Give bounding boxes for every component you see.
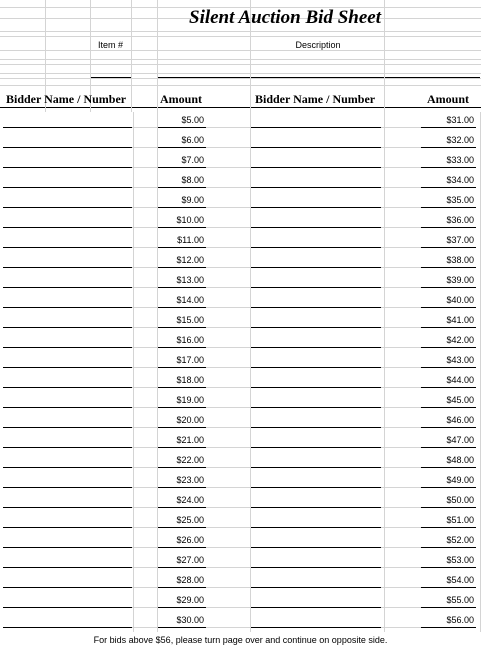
left-name-row-border: [3, 567, 132, 568]
right-amount-cell: $31.00: [446, 115, 474, 125]
gridline-row: [206, 207, 250, 208]
right-amount-cell: $46.00: [446, 415, 474, 425]
gridline-row: [132, 207, 157, 208]
right-amount-cell: $53.00: [446, 555, 474, 565]
gridline-row: [206, 167, 250, 168]
gridline-row: [132, 247, 157, 248]
gridline-row: [132, 367, 157, 368]
left-name-row-border: [3, 247, 132, 248]
left-name-row-border: [3, 587, 132, 588]
left-amount-row-border: [157, 167, 206, 168]
left-amount-cell: $8.00: [181, 175, 204, 185]
left-amount-row-border: [157, 207, 206, 208]
left-name-row-border: [3, 287, 132, 288]
left-name-row-border: [3, 167, 132, 168]
gridline-row: [381, 467, 421, 468]
right-amount-row-border: [421, 507, 476, 508]
right-amount-row-border: [421, 207, 476, 208]
right-name-row-border: [250, 127, 381, 128]
gridline-v: [250, 112, 251, 632]
gridline-row: [132, 347, 157, 348]
right-name-row-border: [250, 527, 381, 528]
gridline-row: [206, 587, 250, 588]
right-name-row-border: [250, 587, 381, 588]
left-amount-row-border: [157, 527, 206, 528]
gridline-row: [381, 267, 421, 268]
right-amount-row-border: [421, 387, 476, 388]
gridline-row: [206, 187, 250, 188]
sheet-title: Silent Auction Bid Sheet: [189, 7, 381, 28]
right-name-row-border: [250, 487, 381, 488]
gridline-row: [206, 127, 250, 128]
gridline-row: [206, 547, 250, 548]
left-amount-row-border: [157, 287, 206, 288]
gridline-row: [381, 507, 421, 508]
right-amount-cell: $55.00: [446, 595, 474, 605]
right-amount-cell: $35.00: [446, 195, 474, 205]
right-amount-row-border: [421, 287, 476, 288]
gridline-row: [132, 167, 157, 168]
gridline-row: [381, 167, 421, 168]
gridline-row: [381, 527, 421, 528]
left-amount-cell: $9.00: [181, 195, 204, 205]
gridline-row: [132, 627, 157, 628]
gridline-row: [206, 467, 250, 468]
gridline-row: [132, 407, 157, 408]
left-amount-cell: $20.00: [176, 415, 204, 425]
left-amount-row-border: [157, 487, 206, 488]
left-amount-row-border: [157, 607, 206, 608]
right-amount-cell: $38.00: [446, 255, 474, 265]
right-amount-cell: $48.00: [446, 455, 474, 465]
left-amount-cell: $30.00: [176, 615, 204, 625]
right-amount-cell: $49.00: [446, 475, 474, 485]
right-name-row-border: [250, 607, 381, 608]
right-name-row-border: [250, 447, 381, 448]
right-amount-row-border: [421, 327, 476, 328]
gridline-row: [206, 347, 250, 348]
gridline-row: [381, 427, 421, 428]
right-amount-row-border: [421, 347, 476, 348]
right-name-row-border: [250, 147, 381, 148]
left-amount-cell: $21.00: [176, 435, 204, 445]
left-amount-cell: $7.00: [181, 155, 204, 165]
gridline-row: [381, 207, 421, 208]
right-name-row-border: [250, 507, 381, 508]
left-amount-row-border: [157, 127, 206, 128]
right-name-row-border: [250, 167, 381, 168]
gridline-row: [132, 587, 157, 588]
right-amount-cell: $47.00: [446, 435, 474, 445]
gridline-v: [133, 112, 134, 632]
right-amount-row-border: [421, 427, 476, 428]
gridline-row: [381, 487, 421, 488]
right-name-row-border: [250, 327, 381, 328]
left-amount-row-border: [157, 587, 206, 588]
gridline-row: [132, 267, 157, 268]
left-name-row-border: [3, 227, 132, 228]
left-bidder-name-header: Bidder Name / Number: [6, 92, 127, 106]
gridline-h: [0, 31, 481, 32]
gridline-row: [381, 387, 421, 388]
left-amount-cell: $5.00: [181, 115, 204, 125]
right-amount-cell: $42.00: [446, 335, 474, 345]
gridline-row: [381, 307, 421, 308]
right-amount-row-border: [421, 307, 476, 308]
gridline-row: [206, 387, 250, 388]
right-amount-row-border: [421, 147, 476, 148]
gridline-row: [206, 227, 250, 228]
left-amount-cell: $23.00: [176, 475, 204, 485]
gridline-row: [381, 607, 421, 608]
left-amount-row-border: [157, 567, 206, 568]
left-amount-row-border: [157, 187, 206, 188]
gridline-row: [206, 527, 250, 528]
right-amount-row-border: [421, 567, 476, 568]
right-amount-cell: $32.00: [446, 135, 474, 145]
left-name-row-border: [3, 267, 132, 268]
gridline-row: [206, 147, 250, 148]
left-amount-cell: $11.00: [177, 235, 204, 245]
right-name-row-border: [250, 227, 381, 228]
gridline-row: [132, 447, 157, 448]
gridline-v: [157, 112, 158, 632]
left-amount-row-border: [157, 547, 206, 548]
gridline-row: [132, 307, 157, 308]
left-amount-cell: $19.00: [176, 395, 204, 405]
left-amount-row-border: [157, 427, 206, 428]
footer-note: For bids above $56, please turn page over and continue on opposite side.: [93, 635, 388, 645]
gridline-row: [381, 547, 421, 548]
right-amount-cell: $45.00: [446, 395, 474, 405]
right-name-row-border: [250, 627, 381, 628]
gridline-row: [381, 287, 421, 288]
right-amount-header: Amount: [427, 92, 470, 106]
gridline-h: [0, 85, 481, 86]
left-name-row-border: [3, 407, 132, 408]
right-amount-row-border: [421, 627, 476, 628]
left-amount-row-border: [157, 407, 206, 408]
right-name-row-border: [250, 207, 381, 208]
left-name-row-border: [3, 387, 132, 388]
right-amount-row-border: [421, 187, 476, 188]
left-name-row-border: [3, 207, 132, 208]
left-amount-row-border: [157, 247, 206, 248]
gridline-row: [206, 267, 250, 268]
gridline-row: [132, 227, 157, 228]
gridline-v: [384, 112, 385, 632]
gridline-row: [381, 407, 421, 408]
left-amount-cell: $13.00: [176, 275, 204, 285]
left-amount-cell: $6.00: [181, 135, 204, 145]
right-bidder-name-header: Bidder Name / Number: [255, 92, 376, 106]
gridline-row: [381, 447, 421, 448]
gridline-row: [132, 287, 157, 288]
gridline-row: [206, 327, 250, 328]
left-amount-cell: $10.00: [176, 215, 204, 225]
gridline-row: [381, 147, 421, 148]
right-name-row-border: [250, 367, 381, 368]
left-name-row-border: [3, 467, 132, 468]
left-amount-row-border: [157, 347, 206, 348]
left-amount-cell: $17.00: [176, 355, 204, 365]
left-amount-row-border: [157, 387, 206, 388]
gridline-row: [132, 187, 157, 188]
right-name-row-border: [250, 307, 381, 308]
right-name-row-border: [250, 267, 381, 268]
left-name-row-border: [3, 447, 132, 448]
left-name-row-border: [3, 327, 132, 328]
gridline-row: [381, 227, 421, 228]
left-amount-row-border: [157, 307, 206, 308]
left-name-row-border: [3, 427, 132, 428]
left-name-row-border: [3, 307, 132, 308]
gridline-row: [206, 427, 250, 428]
gridline-row: [206, 567, 250, 568]
left-amount-cell: $14.00: [176, 295, 204, 305]
left-amount-cell: $29.00: [176, 595, 204, 605]
right-amount-row-border: [421, 227, 476, 228]
left-name-row-border: [3, 127, 132, 128]
right-amount-row-border: [421, 367, 476, 368]
left-name-row-border: [3, 607, 132, 608]
right-name-row-border: [250, 407, 381, 408]
gridline-row: [132, 327, 157, 328]
right-name-row-border: [250, 427, 381, 428]
left-amount-cell: $24.00: [176, 495, 204, 505]
gridline-row: [132, 147, 157, 148]
gridline-row: [206, 487, 250, 488]
right-amount-cell: $41.00: [446, 315, 474, 325]
right-amount-cell: $33.00: [446, 155, 474, 165]
gridline-row: [206, 287, 250, 288]
left-amount-cell: $28.00: [176, 575, 204, 585]
right-name-row-border: [250, 387, 381, 388]
gridline-row: [206, 447, 250, 448]
right-amount-cell: $51.00: [446, 515, 474, 525]
gridline-row: [132, 127, 157, 128]
left-name-row-border: [3, 527, 132, 528]
right-amount-row-border: [421, 607, 476, 608]
right-name-row-border: [250, 287, 381, 288]
gridline-h: [0, 64, 481, 65]
right-amount-cell: $56.00: [446, 615, 474, 625]
right-amount-cell: $34.00: [446, 175, 474, 185]
gridline-row: [206, 247, 250, 248]
item-number-label: Item #: [97, 40, 123, 50]
left-amount-cell: $16.00: [176, 335, 204, 345]
gridline-row: [381, 367, 421, 368]
left-amount-row-border: [157, 227, 206, 228]
right-amount-cell: $43.00: [446, 355, 474, 365]
right-name-row-border: [250, 247, 381, 248]
gridline-row: [381, 327, 421, 328]
left-amount-cell: $12.00: [176, 255, 204, 265]
right-name-row-border: [250, 187, 381, 188]
right-name-row-border: [250, 347, 381, 348]
right-name-row-border: [250, 467, 381, 468]
gridline-row: [381, 187, 421, 188]
right-name-row-border: [250, 567, 381, 568]
gridline-row: [132, 607, 157, 608]
gridline-row: [132, 527, 157, 528]
gridline-h: [0, 50, 481, 51]
gridline-h: [0, 78, 481, 79]
left-amount-cell: $27.00: [176, 555, 204, 565]
right-amount-cell: $36.00: [446, 215, 474, 225]
left-amount-row-border: [157, 147, 206, 148]
left-name-row-border: [3, 187, 132, 188]
left-amount-row-border: [157, 467, 206, 468]
gridline-row: [206, 407, 250, 408]
left-name-row-border: [3, 507, 132, 508]
left-amount-row-border: [157, 447, 206, 448]
right-amount-row-border: [421, 587, 476, 588]
gridline-row: [206, 367, 250, 368]
left-name-row-border: [3, 487, 132, 488]
right-amount-row-border: [421, 167, 476, 168]
left-name-row-border: [3, 347, 132, 348]
right-amount-row-border: [421, 267, 476, 268]
gridline-row: [132, 427, 157, 428]
gridline-row: [132, 467, 157, 468]
left-amount-header: Amount: [160, 92, 203, 106]
gridline-row: [132, 567, 157, 568]
right-amount-row-border: [421, 247, 476, 248]
gridline-row: [132, 547, 157, 548]
right-amount-row-border: [421, 487, 476, 488]
gridline-h: [0, 59, 481, 60]
gridline-row: [381, 627, 421, 628]
left-amount-cell: $25.00: [176, 515, 204, 525]
right-amount-cell: $54.00: [446, 575, 474, 585]
gridline-row: [206, 307, 250, 308]
gridline-h: [0, 36, 481, 37]
left-amount-cell: $22.00: [176, 455, 204, 465]
right-amount-row-border: [421, 407, 476, 408]
right-amount-row-border: [421, 467, 476, 468]
left-name-row-border: [3, 367, 132, 368]
right-amount-cell: $37.00: [446, 235, 474, 245]
left-amount-row-border: [157, 627, 206, 628]
gridline-h: [0, 73, 481, 74]
gridline-row: [206, 627, 250, 628]
right-name-row-border: [250, 547, 381, 548]
left-amount-cell: $18.00: [176, 375, 204, 385]
left-amount-row-border: [157, 367, 206, 368]
left-name-row-border: [3, 627, 132, 628]
gridline-row: [381, 127, 421, 128]
gridline-row: [132, 387, 157, 388]
left-amount-row-border: [157, 507, 206, 508]
right-amount-row-border: [421, 527, 476, 528]
right-amount-cell: $52.00: [446, 535, 474, 545]
gridline-row: [381, 567, 421, 568]
right-amount-row-border: [421, 127, 476, 128]
gridline-row: [381, 587, 421, 588]
right-amount-row-border: [421, 547, 476, 548]
gridline-row: [206, 507, 250, 508]
right-amount-cell: $40.00: [446, 295, 474, 305]
right-amount-cell: $50.00: [446, 495, 474, 505]
right-amount-cell: $39.00: [446, 275, 474, 285]
gridline-row: [132, 507, 157, 508]
left-amount-cell: $26.00: [176, 535, 204, 545]
left-amount-row-border: [157, 267, 206, 268]
right-amount-cell: $44.00: [446, 375, 474, 385]
header-bottom-border: [0, 107, 481, 108]
gridline-row: [381, 347, 421, 348]
left-name-row-border: [3, 547, 132, 548]
gridline-row: [381, 247, 421, 248]
right-amount-row-border: [421, 447, 476, 448]
left-amount-cell: $15.00: [176, 315, 204, 325]
gridline-row: [132, 487, 157, 488]
left-amount-row-border: [157, 327, 206, 328]
description-label: Description: [295, 40, 341, 50]
left-name-row-border: [3, 147, 132, 148]
gridline-row: [206, 607, 250, 608]
